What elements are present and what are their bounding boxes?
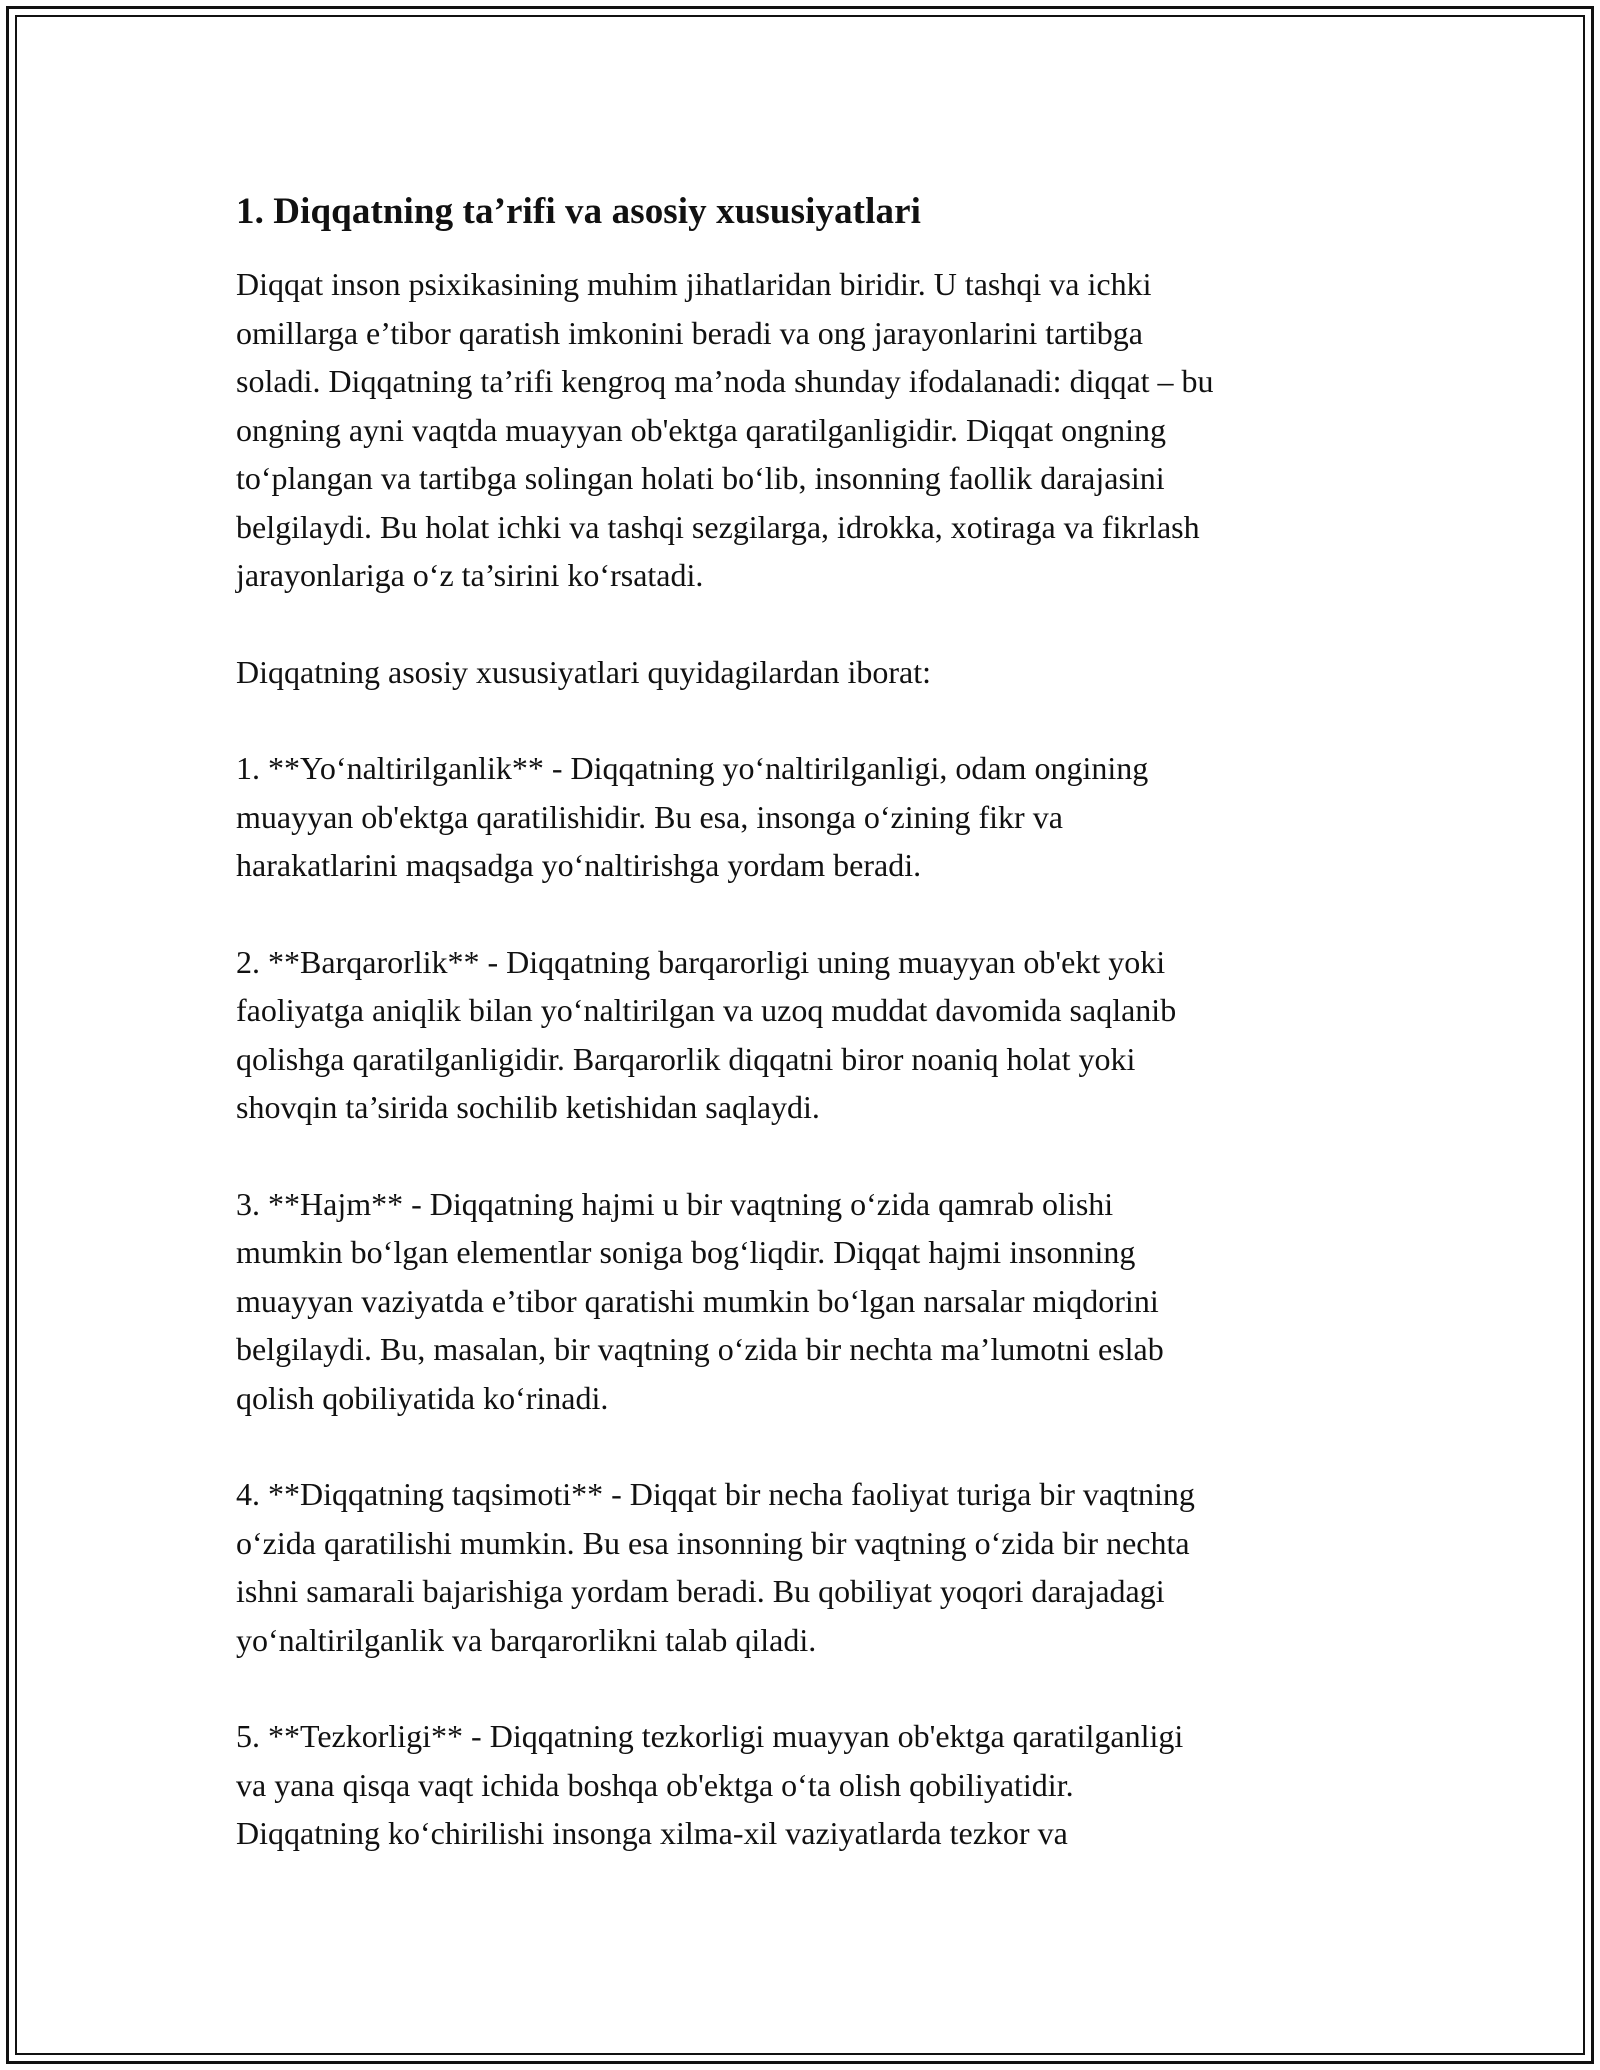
list-item-distribution: 4. **Diqqatning taqsimoti** - Diqqat bir necha faoliyat turiga bir vaqtning o‘zida qaratilishi mumkin. Bu esa insonning bir vaqtning o‘zida bir nechta ishni samarali bajarishiga yordam beradi. Bu qobiliyat yoqori darajadagi yo‘naltirilganlik va barqarorlikni talab qiladi.: [236, 1476, 1195, 1658]
paragraph-definition: Diqqat inson psixikasining muhim jihatlaridan biridir. U tashqi va ichki omillarga e’tibor qaratish imkonini beradi va ong jarayonlarini tartibga soladi. Diqqatning ta’rifi kengroq ma’noda shunday ifodalanadi: diqqat – bu ongning ayni vaqtda muayyan ob'ektga qaratilganligidir. Diqqat ongning to‘plangan va tartibga solingan holati bo‘lib, insonning faollik darajasini belgilaydi. Bu holat ichki va tashqi sezgilarga, idrokka, xotiraga va fikrlash jarayonlariga o‘z ta’sirini ko‘rsatadi.: [236, 266, 1214, 593]
list-item-directedness: 1. **Yo‘naltirilganlik** - Diqqatning yo‘naltirilganligi, odam ongining muayyan ob'ektga qaratilishidir. Bu esa, insonga o‘zining fikr va harakatlarini maqsadga yo‘naltirishga yordam beradi.: [236, 750, 1149, 883]
paragraph-properties-intro: Diqqatning asosiy xususiyatlari quyidagilardan iborat:: [236, 653, 931, 690]
section-heading: 1. Diqqatning ta’rifi va asosiy xususiyatlari: [236, 191, 921, 232]
list-item-volume: 3. **Hajm** - Diqqatning hajmi u bir vaqtning o‘zida qamrab olishi mumkin bo‘lgan elementlar soniga bog‘liqdir. Diqqat hajmi insonning muayyan vaziyatda e’tibor qaratishi mumkin bo‘lgan narsalar miqdorini belgilaydi. Bu, masalan, bir vaqtning o‘zida bir nechta ma’lumotni eslab qolish qobiliyatida ko‘rinadi.: [236, 1185, 1164, 1416]
document-body: [236, 186, 1386, 1906]
list-item-speed: 5. **Tezkorligi** - Diqqatning tezkorligi muayyan ob'ektga qaratilganligi va yana qisqa vaqt ichida boshqa ob'ektga o‘ta olish qobiliyatidir. Diqqatning ko‘chirilishi insonga xilma-xil vaziyatlarda tezkor va: [236, 1718, 1184, 1851]
list-item-stability: 2. **Barqarorlik** - Diqqatning barqarorligi uning muayyan ob'ekt yoki faoliyatga aniqlik bilan yo‘naltirilgan va uzoq muddat davomida saqlanib qolishga qaratilganligidir. Barqarorlik diqqatni biror noaniq holat yoki shovqin ta’sirida sochilib ketishidan saqlaydi.: [236, 943, 1177, 1125]
